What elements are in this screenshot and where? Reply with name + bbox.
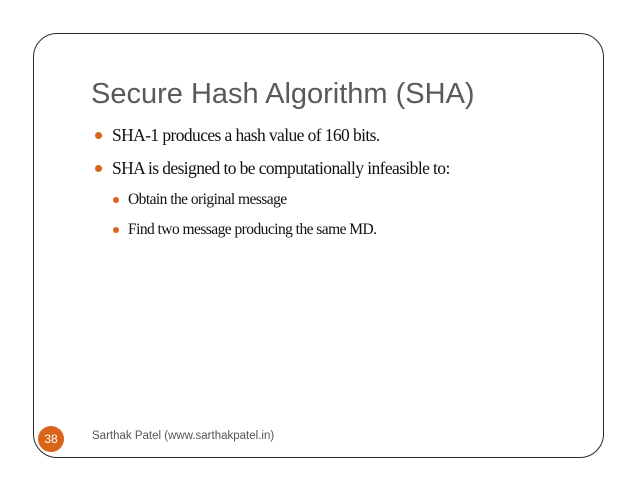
bullet-dot-icon xyxy=(95,165,102,172)
bullet-text: SHA-1 produces a hash value of 160 bits. xyxy=(112,125,380,145)
page-number-badge: 38 xyxy=(38,426,64,452)
sub-bullet-item xyxy=(113,190,450,210)
sub-bullet-text: Find two message producing the same MD. xyxy=(128,221,377,238)
bullet-dot-icon xyxy=(113,197,119,203)
bullet-item xyxy=(95,124,450,146)
footer-credit: Sarthak Patel (www.sarthakpatel.in) xyxy=(92,430,275,442)
sub-bullet-item xyxy=(113,220,450,240)
bullet-dot-icon xyxy=(113,227,119,233)
sub-bullet-text: Obtain the original message xyxy=(128,191,287,208)
bullet-text: SHA is designed to be computationally infeasible to: xyxy=(112,158,450,178)
slide-title: Secure Hash Algorithm (SHA) xyxy=(91,78,475,110)
bullet-item xyxy=(95,157,450,179)
bullet-dot-icon xyxy=(95,132,102,139)
bullet-list xyxy=(95,124,450,250)
